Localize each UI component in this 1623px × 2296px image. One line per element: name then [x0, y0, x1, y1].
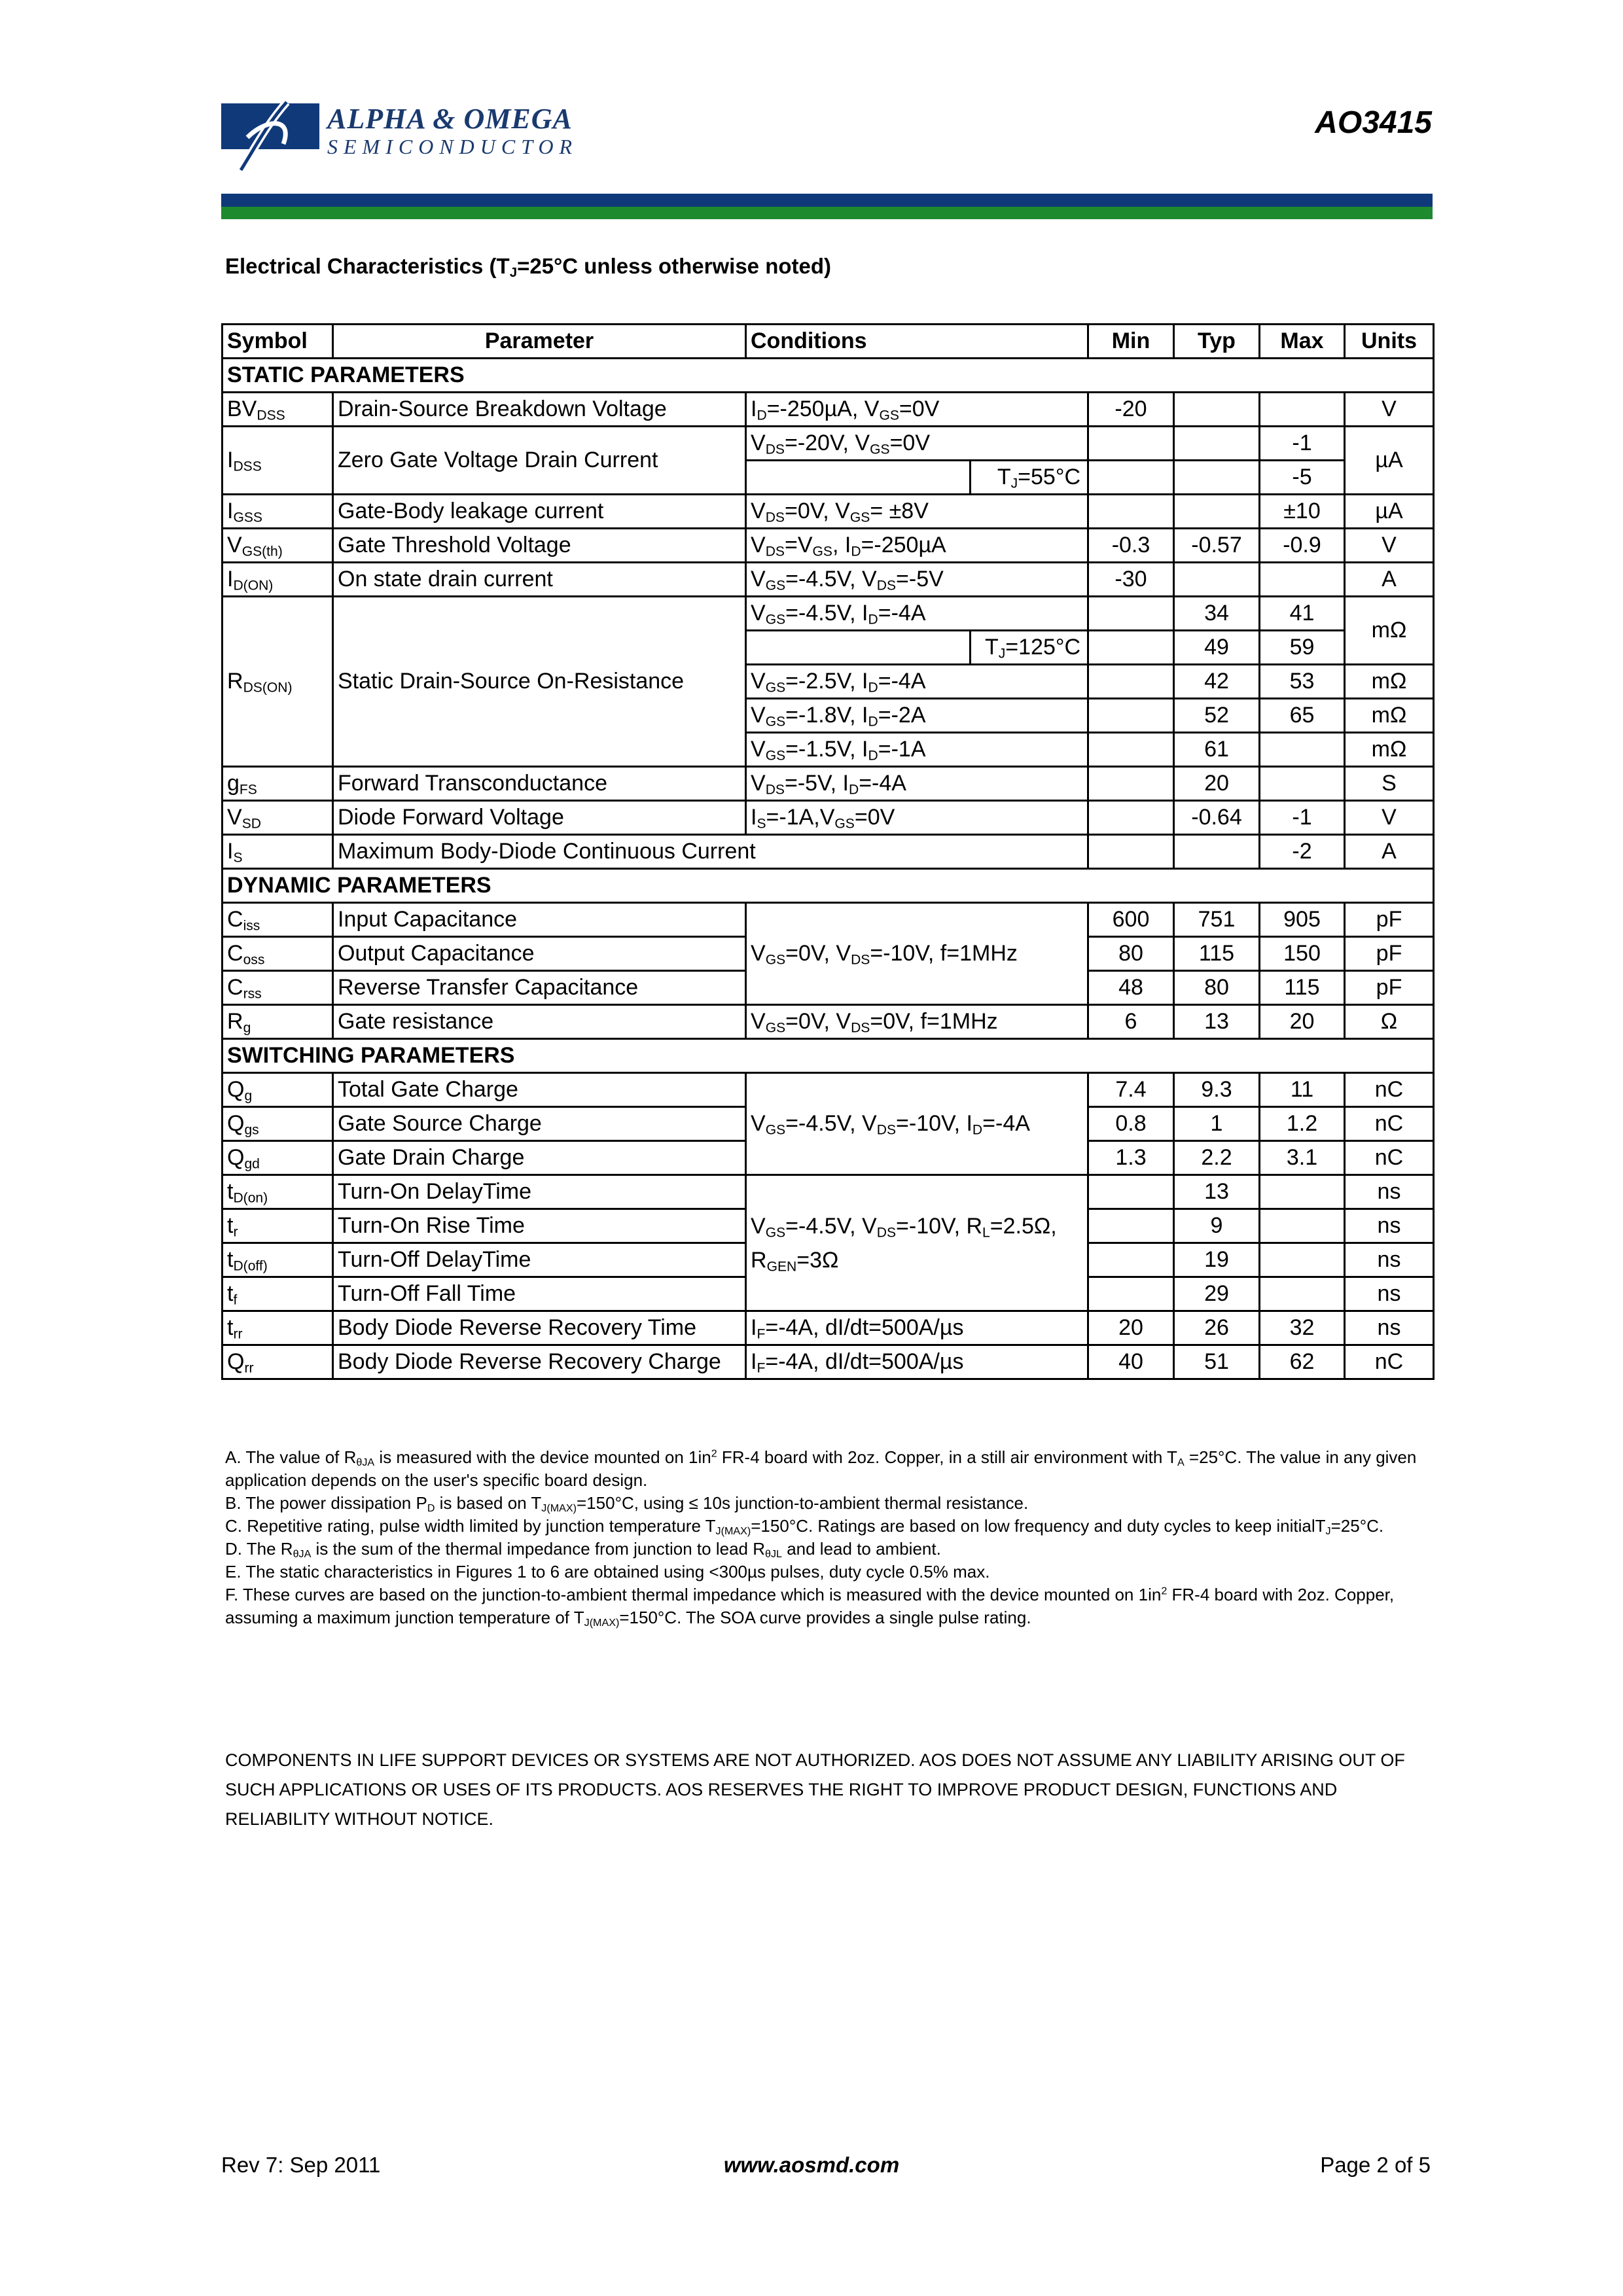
max-cell: 905 [1260, 903, 1345, 937]
parameter-cell: Maximum Body-Diode Continuous Current [333, 835, 1088, 869]
table-row [223, 529, 1434, 563]
table-row [223, 427, 1434, 461]
max-cell: -1 [1260, 427, 1345, 461]
unit-cell: µA [1345, 427, 1434, 495]
max-cell: ±10 [1260, 495, 1345, 529]
min-cell: 20 [1088, 1311, 1174, 1345]
typ-cell: 26 [1174, 1311, 1260, 1345]
parameter-cell: Static Drain-Source On-Resistance [333, 597, 746, 767]
symbol-cell: $C_{iss}$ [223, 903, 333, 937]
parameter-cell: Forward Transconductance [333, 767, 746, 801]
min-cell [1088, 1175, 1174, 1209]
condition-cell: $V_{DS}=0V$, $V_{GS}= \pm 8V$ [746, 495, 1088, 529]
company-name: ALPHA & OMEGA [327, 103, 573, 135]
condition-cell: $V_{GS}=-4.5V$, $I_D=-4A$ [746, 597, 1088, 631]
table-row [223, 801, 1434, 835]
symbol-cell: $I_{D(ON)}$ [223, 563, 333, 597]
max-cell: -5 [1260, 461, 1345, 495]
symbol-cell: $I_{DSS}$ [223, 427, 333, 495]
min-cell: -0.3 [1088, 529, 1174, 563]
condition-cell: $V_{GS}=-2.5V$, $I_D=-4A$ [746, 665, 1088, 699]
typ-cell [1174, 427, 1260, 461]
symbol-cell: $R_{DS(ON)}$ [223, 597, 333, 767]
typ-cell: 19 [1174, 1243, 1260, 1277]
typ-cell: 13 [1174, 1005, 1260, 1039]
part-number: AO3415 [1315, 105, 1432, 140]
min-cell [1088, 665, 1174, 699]
min-cell [1088, 427, 1174, 461]
max-cell: -2 [1260, 835, 1345, 869]
max-cell: 150 [1260, 937, 1345, 971]
symbol-cell: $t_{D(on)}$ [223, 1175, 333, 1209]
max-cell [1260, 733, 1345, 767]
symbol-cell: $C_{rss}$ [223, 971, 333, 1005]
symbol-cell: $V_{SD}$ [223, 801, 333, 835]
min-cell [1088, 495, 1174, 529]
unit-cell: mΩ [1345, 699, 1434, 733]
section-header: DYNAMIC PARAMETERS [223, 869, 1434, 903]
table-row [223, 1345, 1434, 1379]
parameter-cell: Reverse Transfer Capacitance [333, 971, 746, 1005]
parameter-cell: On state drain current [333, 563, 746, 597]
symbol-cell: $g_{FS}$ [223, 767, 333, 801]
footer-website[interactable]: www.aosmd.com [723, 2153, 900, 2177]
max-cell [1260, 767, 1345, 801]
typ-cell: 1 [1174, 1107, 1260, 1141]
column-header: Conditions [746, 325, 1088, 359]
condition-cell: $V_{GS}=0V$, $V_{DS}=-10V$, f=1MHz [746, 903, 1088, 1005]
max-cell: 41 [1260, 597, 1345, 631]
section-row [223, 1039, 1434, 1073]
section-row [223, 869, 1434, 903]
header-bar-green [221, 207, 1433, 219]
table-row [223, 1005, 1434, 1039]
header-bar-blue [221, 194, 1433, 207]
unit-cell: pF [1345, 903, 1434, 937]
max-cell [1260, 1243, 1345, 1277]
condition-cell: $I_F=-4A$, dI/dt=500A/µs [746, 1311, 1088, 1345]
min-cell: 7.4 [1088, 1073, 1174, 1107]
max-cell: -1 [1260, 801, 1345, 835]
unit-cell: ns [1345, 1311, 1434, 1345]
typ-cell [1174, 393, 1260, 427]
typ-cell: 52 [1174, 699, 1260, 733]
column-header: Typ [1174, 325, 1260, 359]
symbol-cell: $BV_{DSS}$ [223, 393, 333, 427]
min-cell: 48 [1088, 971, 1174, 1005]
min-cell [1088, 1277, 1174, 1311]
condition-cell: $V_{GS}=-4.5V$, $V_{DS}=-5V$ [746, 563, 1088, 597]
typ-cell [1174, 495, 1260, 529]
parameter-cell: Diode Forward Voltage [333, 801, 746, 835]
parameter-cell: Gate resistance [333, 1005, 746, 1039]
column-header: Units [1345, 325, 1434, 359]
max-cell [1260, 393, 1345, 427]
unit-cell: V [1345, 529, 1434, 563]
table-row [223, 903, 1434, 937]
max-cell [1260, 1277, 1345, 1311]
typ-cell: 49 [1174, 631, 1260, 665]
max-cell [1260, 563, 1345, 597]
table-row [223, 563, 1434, 597]
unit-cell: ns [1345, 1209, 1434, 1243]
parameter-cell: Output Capacitance [333, 937, 746, 971]
parameter-cell: Body Diode Reverse Recovery Time [333, 1311, 746, 1345]
max-cell: -0.9 [1260, 529, 1345, 563]
parameter-cell: Zero Gate Voltage Drain Current [333, 427, 746, 495]
max-cell [1260, 1209, 1345, 1243]
parameter-cell: Turn-Off Fall Time [333, 1277, 746, 1311]
parameter-cell: Turn-On DelayTime [333, 1175, 746, 1209]
max-cell: 65 [1260, 699, 1345, 733]
section-title: Electrical Characteristics ($T_J=25^\circ C$ unless otherwise noted) [225, 254, 831, 281]
typ-cell [1174, 461, 1260, 495]
max-cell: 11 [1260, 1073, 1345, 1107]
unit-cell: mΩ [1345, 733, 1434, 767]
parameter-cell: Gate Source Charge [333, 1107, 746, 1141]
symbol-cell: $t_{D(off)}$ [223, 1243, 333, 1277]
table-row [223, 1311, 1434, 1345]
max-cell: 59 [1260, 631, 1345, 665]
symbol-cell: $R_g$ [223, 1005, 333, 1039]
footnote: A. The value of $R_{\theta JA}$ is measured with the device mounted on $1in^2$ FR-4 board with 2oz. Copper, in a still air environment with $T_A =25^\circ C$. The value in any given application depends on the user's specific board design. [225, 1447, 1417, 1490]
max-cell: 20 [1260, 1005, 1345, 1039]
condition-cell: $V_{GS}=-4.5V$, $V_{DS}=-10V$, $R_L=2.5\Omega$, $R_{GEN}=3\Omega$ [746, 1175, 1088, 1311]
unit-cell: Ω [1345, 1005, 1434, 1039]
min-cell [1088, 1243, 1174, 1277]
min-cell: -20 [1088, 393, 1174, 427]
min-cell: 600 [1088, 903, 1174, 937]
max-cell: 1.2 [1260, 1107, 1345, 1141]
max-cell: 62 [1260, 1345, 1345, 1379]
parameter-cell: Body Diode Reverse Recovery Charge [333, 1345, 746, 1379]
symbol-cell: $I_{GSS}$ [223, 495, 333, 529]
symbol-cell: $Q_{gs}$ [223, 1107, 333, 1141]
typ-cell: 13 [1174, 1175, 1260, 1209]
min-cell: -30 [1088, 563, 1174, 597]
footnote: D. The $R_{\theta JA}$ is the sum of the thermal impedance from junction to lead $R_{\theta JL}$ and lead to ambient. [225, 1539, 941, 1561]
parameter-cell: Turn-On Rise Time [333, 1209, 746, 1243]
footnote: E. The static characteristics in Figures 1 to 6 are obtained using <300µs pulses, duty cycle 0.5% max. [225, 1562, 990, 1581]
typ-cell: 2.2 [1174, 1141, 1260, 1175]
parameter-cell: Total Gate Charge [333, 1073, 746, 1107]
column-header: Symbol [223, 325, 333, 359]
min-cell [1088, 597, 1174, 631]
condition-cell: $I_F=-4A$, dI/dt=500A/µs [746, 1345, 1088, 1379]
symbol-cell: $Q_g$ [223, 1073, 333, 1107]
unit-cell: ns [1345, 1175, 1434, 1209]
typ-cell [1174, 563, 1260, 597]
min-cell [1088, 1209, 1174, 1243]
unit-cell: V [1345, 393, 1434, 427]
typ-cell: 20 [1174, 767, 1260, 801]
table-row [223, 597, 1434, 631]
unit-cell: A [1345, 835, 1434, 869]
max-cell: 115 [1260, 971, 1345, 1005]
max-cell [1260, 1175, 1345, 1209]
unit-cell: ns [1345, 1277, 1434, 1311]
typ-cell: -0.57 [1174, 529, 1260, 563]
footnote: C. Repetitive rating, pulse width limited by junction temperature $T_{J(MAX)}=150^\circ C$. Ratings are based on low frequency and duty cycles to keep initialT$_J$=25°C. [225, 1516, 1384, 1538]
condition-cell: $V_{DS}=-5V$, $I_D=-4A$ [746, 767, 1088, 801]
unit-cell: pF [1345, 971, 1434, 1005]
table-row [223, 393, 1434, 427]
unit-cell: A [1345, 563, 1434, 597]
symbol-cell: $Q_{gd}$ [223, 1141, 333, 1175]
typ-cell: 29 [1174, 1277, 1260, 1311]
symbol-cell: $Q_{rr}$ [223, 1345, 333, 1379]
symbol-cell: $I_S$ [223, 835, 333, 869]
typ-cell: 61 [1174, 733, 1260, 767]
min-cell: 80 [1088, 937, 1174, 971]
table-row [223, 1073, 1434, 1107]
max-cell: 53 [1260, 665, 1345, 699]
footer-revision: Rev 7: Sep 2011 [221, 2153, 381, 2177]
table-row [223, 1175, 1434, 1209]
condition-cell [746, 631, 971, 665]
company-logo [221, 98, 601, 177]
disclaimer: COMPONENTS IN LIFE SUPPORT DEVICES OR SYSTEMS ARE NOT AUTHORIZED. AOS DOES NOT ASSUME ANY LIABILITY ARISING OUT OF SUCH APPLICATIONS OR USES OF ITS PRODUCTS. AOS RESERVES THE RIGHT TO IMPROVE PRODUCT DESIGN, FUNCTIONS AND RELIABILITY WITHOUT NOTICE. [225, 1750, 1405, 1829]
parameter-cell: Gate-Body leakage current [333, 495, 746, 529]
typ-cell: 115 [1174, 937, 1260, 971]
unit-cell: µA [1345, 495, 1434, 529]
symbol-cell: $t_r$ [223, 1209, 333, 1243]
condition-cell: $V_{GS}=-4.5V$, $V_{DS}=-10V$, $I_D=-4A$ [746, 1073, 1088, 1175]
parameter-cell: Gate Drain Charge [333, 1141, 746, 1175]
min-cell [1088, 699, 1174, 733]
unit-cell: nC [1345, 1141, 1434, 1175]
alpha-omega-logo-icon [221, 98, 319, 177]
condition-cell: $V_{DS}=V_{GS}$, $I_D=-250\mu A$ [746, 529, 1088, 563]
table-row [223, 767, 1434, 801]
unit-cell: pF [1345, 937, 1434, 971]
max-cell: 3.1 [1260, 1141, 1345, 1175]
parameter-cell: Input Capacitance [333, 903, 746, 937]
min-cell [1088, 631, 1174, 665]
min-cell: 1.3 [1088, 1141, 1174, 1175]
unit-cell: V [1345, 801, 1434, 835]
typ-cell: 34 [1174, 597, 1260, 631]
electrical-characteristics-table [221, 323, 1435, 1380]
table-row [223, 835, 1434, 869]
unit-cell: S [1345, 767, 1434, 801]
min-cell [1088, 733, 1174, 767]
condition-cell: $V_{GS}=0V$, $V_{DS}=0V$, f=1MHz [746, 1005, 1088, 1039]
symbol-cell: $t_{rr}$ [223, 1311, 333, 1345]
typ-cell: 9.3 [1174, 1073, 1260, 1107]
footnote: B. The power dissipation $P_D$ is based on $T_{J(MAX)}=150^\circ C$, using ≤ 10s junction-to-ambient thermal resistance. [225, 1493, 1029, 1515]
table-header-row [223, 325, 1434, 359]
min-cell [1088, 801, 1174, 835]
symbol-cell: $V_{GS(th)}$ [223, 529, 333, 563]
section-row [223, 359, 1434, 393]
condition-cell: $T_J=55^\circ C$ [971, 461, 1088, 495]
footer-page-number: Page 2 of 5 [1320, 2153, 1431, 2177]
column-header: Parameter [333, 325, 746, 359]
min-cell [1088, 835, 1174, 869]
footnote: F. These curves are based on the junction-to-ambient thermal impedance which is measured with the device mounted on $1in^2$ FR-4 board with 2oz. Copper, assuming a maximum junction temperature of $T_{J(MAX)}=150^\circ C$. The SOA curve provides a single pulse rating. [225, 1585, 1395, 1629]
typ-cell [1174, 835, 1260, 869]
condition-cell: $V_{DS}=-20V$, $V_{GS}=0V$ [746, 427, 1088, 461]
typ-cell: 751 [1174, 903, 1260, 937]
condition-cell: $T_J=125^\circ C$ [971, 631, 1088, 665]
typ-cell: 42 [1174, 665, 1260, 699]
table-row [223, 495, 1434, 529]
unit-cell: mΩ [1345, 597, 1434, 665]
column-header: Min [1088, 325, 1174, 359]
parameter-cell: Gate Threshold Voltage [333, 529, 746, 563]
min-cell: 0.8 [1088, 1107, 1174, 1141]
unit-cell: mΩ [1345, 665, 1434, 699]
condition-cell: $I_S=-1A,V_{GS}=0V$ [746, 801, 1088, 835]
symbol-cell: $C_{oss}$ [223, 937, 333, 971]
company-subtitle: SEMICONDUCTOR [327, 135, 579, 158]
condition-cell [746, 461, 971, 495]
footnotes [225, 1446, 1429, 1629]
min-cell: 6 [1088, 1005, 1174, 1039]
condition-cell: $V_{GS}=-1.5V$, $I_D=-1A$ [746, 733, 1088, 767]
typ-cell: -0.64 [1174, 801, 1260, 835]
min-cell: 40 [1088, 1345, 1174, 1379]
column-header: Max [1260, 325, 1345, 359]
unit-cell: nC [1345, 1345, 1434, 1379]
section-header: SWITCHING PARAMETERS [223, 1039, 1434, 1073]
parameter-cell: Drain-Source Breakdown Voltage [333, 393, 746, 427]
unit-cell: ns [1345, 1243, 1434, 1277]
unit-cell: nC [1345, 1107, 1434, 1141]
typ-cell: 9 [1174, 1209, 1260, 1243]
symbol-cell: $t_f$ [223, 1277, 333, 1311]
condition-cell: $V_{GS}=-1.8V$, $I_D=-2A$ [746, 699, 1088, 733]
parameter-cell: Turn-Off DelayTime [333, 1243, 746, 1277]
max-cell: 32 [1260, 1311, 1345, 1345]
min-cell [1088, 461, 1174, 495]
section-header: STATIC PARAMETERS [223, 359, 1434, 393]
unit-cell: nC [1345, 1073, 1434, 1107]
min-cell [1088, 767, 1174, 801]
condition-cell: $I_D=-250\mu A$, $V_{GS}=0V$ [746, 393, 1088, 427]
typ-cell: 51 [1174, 1345, 1260, 1379]
typ-cell: 80 [1174, 971, 1260, 1005]
